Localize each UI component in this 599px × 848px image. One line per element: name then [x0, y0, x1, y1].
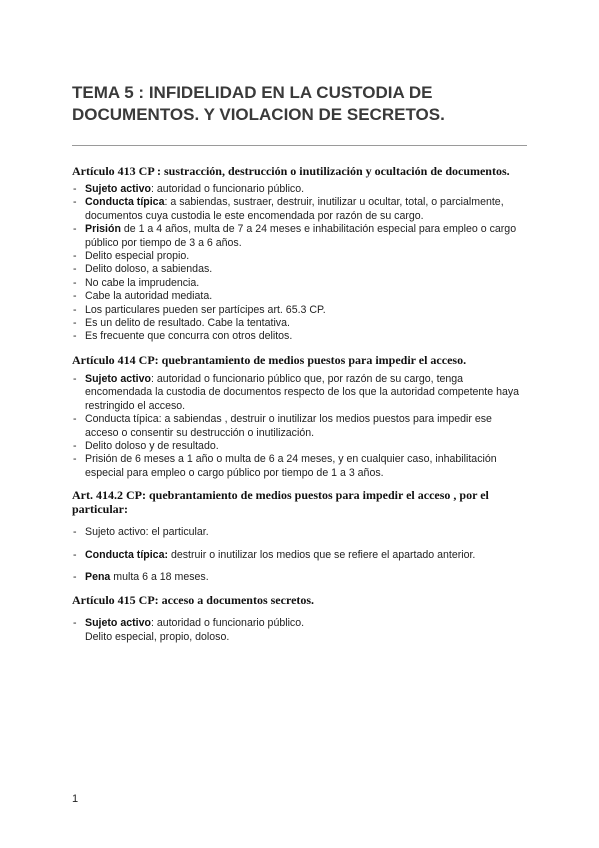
section-list-art-414-2: [72, 526, 527, 584]
item-label: Sujeto activo: [85, 183, 151, 195]
list-item: [72, 617, 527, 644]
section-heading-art-415: Artículo 415 CP: acceso a documentos secretos.: [72, 593, 315, 608]
bullet-dash: -: [73, 548, 77, 561]
item-label: Pena: [85, 570, 111, 583]
item-label: Sujeto activo: [85, 372, 151, 385]
list-item: [72, 223, 527, 250]
item-label: Sujeto activo: [85, 617, 151, 630]
bullet-dash: -: [73, 453, 77, 466]
item-text: Delito especial propio.: [85, 250, 190, 263]
section-list-art-414: [72, 373, 527, 480]
list-item: [72, 250, 527, 263]
item-text: Delito doloso y de resultado.: [85, 439, 219, 452]
bullet-dash: -: [73, 617, 77, 630]
item-label: Conducta típica:: [85, 548, 168, 561]
bullet-dash: -: [73, 183, 77, 195]
item-text: : a sabiendas, sustraer, destruir, inutilizar u ocultar, total, o parcialmente, documentos cuya custodia le este encomendada por razón de su cargo.: [85, 196, 504, 222]
section-list-art-413: [72, 183, 527, 344]
section-heading-art-414-2: Art. 414.2 CP: quebrantamiento de medios puestos para impedir el acceso , por el particular:: [72, 488, 489, 517]
bullet-dash: -: [73, 413, 77, 426]
bullet-dash: -: [73, 570, 77, 583]
bullet-dash: -: [73, 196, 77, 209]
item-text: destruir o inutilizar los medios que se refiere el apartado anterior.: [168, 548, 476, 561]
item-label: Prisión: [85, 223, 121, 236]
section-list-art-415: [72, 617, 527, 644]
section-heading-art-413: Artículo 413 CP : sustracción, destrucción o inutilización y ocultación de documentos.: [72, 164, 510, 178]
bullet-dash: -: [73, 223, 77, 236]
list-item: [72, 571, 527, 584]
list-item: [72, 263, 527, 276]
item-text: : autoridad o funcionario público.: [150, 183, 305, 195]
bullet-dash: -: [73, 330, 77, 343]
document-body: [72, 164, 527, 652]
list-item: [72, 290, 527, 303]
list-item: [72, 453, 527, 480]
bullet-dash: -: [73, 276, 77, 289]
item-text: Delito doloso, a sabiendas.: [85, 263, 213, 276]
item-text: de 1 a 4 años, multa de 7 a 24 meses e inhabilitación especial para empleo o cargo público por tiempo de 3 a 6 años.: [85, 223, 517, 249]
title-divider: [72, 145, 527, 146]
bullet-dash: -: [73, 526, 77, 539]
item-label: Conducta típica: [85, 196, 165, 209]
bullet-dash: -: [73, 317, 77, 330]
list-item: [72, 413, 527, 440]
list-item: [72, 373, 527, 413]
item-text: Sujeto activo: el particular.: [85, 526, 209, 539]
bullet-dash: -: [73, 439, 77, 452]
list-item: [72, 304, 527, 317]
bullet-dash: -: [73, 372, 77, 385]
section-heading-art-414: Artículo 414 CP: quebrantamiento de medios puestos para impedir el acceso.: [72, 352, 467, 367]
item-text: : autoridad o funcionario público.: [150, 617, 305, 630]
item-text: Los particulares pueden ser partícipes art. 65.3 CP.: [85, 303, 326, 316]
item-text: multa 6 a 18 meses.: [110, 570, 209, 583]
item-text: Es frecuente que concurra con otros delitos.: [85, 330, 293, 343]
page-title: TEMA 5 : INFIDELIDAD EN LA CUSTODIA DE DOCUMENTOS. Y VIOLACION DE SECRETOS.: [72, 83, 445, 124]
item-text: Prisión de 6 meses a 1 año o multa de 6 a 24 meses, y en cualquier caso, inhabilitación especial para empleo o cargo público por tiempo de 1 a 3 años.: [85, 453, 497, 479]
list-item: [72, 277, 527, 290]
item-text: : autoridad o funcionario público que, por razón de su cargo, tenga encomendada la custodia de documentos respecto de los que la autoridad competente haya restringido el acceso.: [85, 372, 520, 412]
list-item: [72, 440, 527, 453]
item-text: Conducta típica: a sabiendas , destruir o inutilizar los medios puestos para impedir ese acceso o consentir su destrucción o inutilización.: [85, 413, 492, 439]
list-item: [72, 549, 527, 562]
bullet-dash: -: [73, 290, 77, 303]
list-item: [72, 183, 527, 196]
item-text: Cabe la autoridad mediata.: [85, 290, 213, 303]
bullet-dash: -: [73, 303, 77, 316]
list-item: [72, 196, 527, 223]
list-item: [72, 526, 527, 539]
bullet-dash: -: [73, 250, 77, 263]
item-text: No cabe la imprudencia.: [85, 276, 200, 289]
page-number: 1: [72, 793, 79, 805]
item-text-continued: Delito especial, propio, doloso.: [85, 630, 230, 643]
item-text: Es un delito de resultado. Cabe la tentativa.: [85, 317, 290, 330]
list-item: [72, 330, 527, 343]
bullet-dash: -: [73, 263, 77, 276]
list-item: [72, 317, 527, 330]
